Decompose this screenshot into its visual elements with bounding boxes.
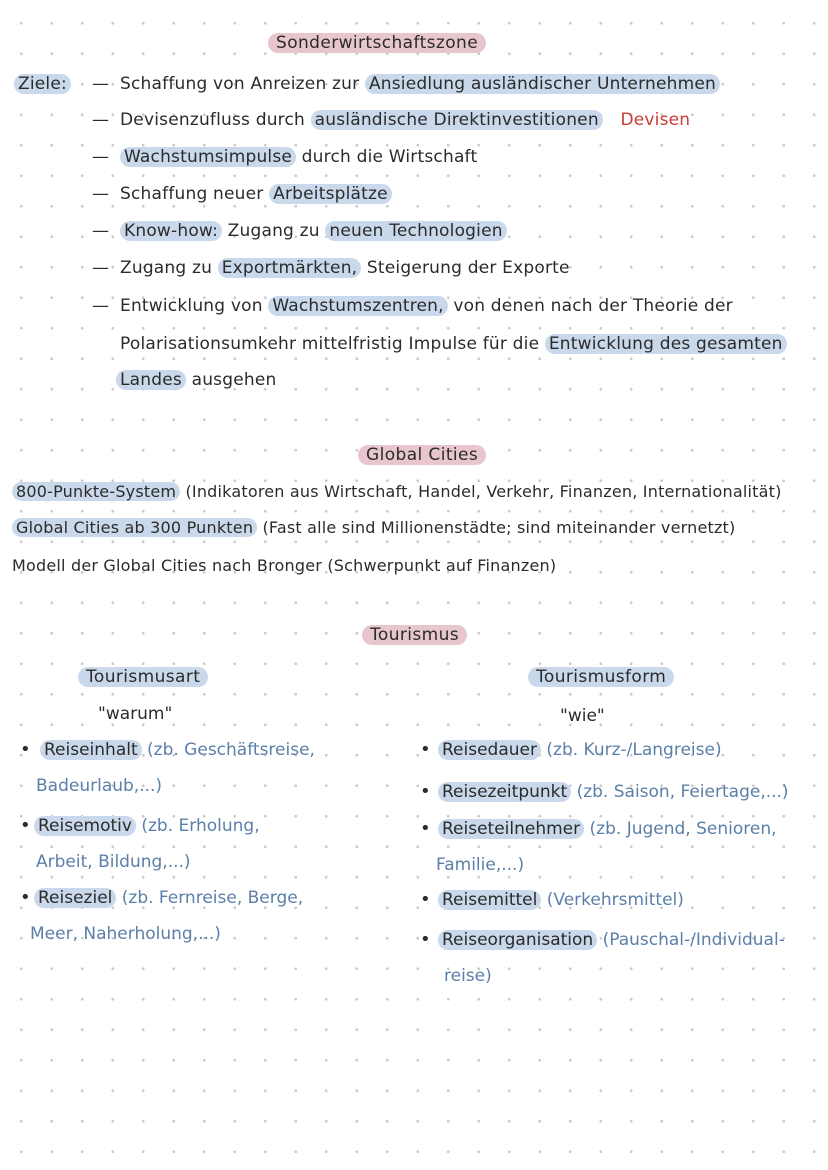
gc-line-3: Modell der Global Cities nach Bronger (Schwerpunkt auf Finanzen) — [12, 556, 557, 575]
bullet-icon: • — [20, 887, 31, 908]
bullet-icon: • — [420, 889, 431, 910]
tourism-title: Tourismus — [362, 622, 467, 648]
bullet-icon: • — [420, 818, 431, 839]
bullet-icon: • — [420, 781, 431, 802]
gc-line-2: Global Cities ab 300 Punkten (Fast alle sind Millionenstädte; sind miteinander vernetzt) — [12, 516, 735, 540]
gc-line-1: 800-Punkte-System (Indikatoren aus Wirtschaft, Handel, Verkehr, Finanzen, Internationalität) — [12, 480, 782, 504]
bullet-icon: • — [20, 739, 31, 760]
right-list-item: • Reisezeitpunkt (zb. Saison, Feiertage,...) — [420, 781, 789, 802]
left-list-item: • Reiseinhalt (zb. Geschäftsreise, Badeurlaub,...) — [20, 739, 315, 796]
tourismusart-subheading: "warum" — [98, 704, 173, 724]
dash-icon: — — [92, 147, 110, 167]
sez-item-6: — Zugang zu Exportmärkten, Steigerung der Exporte — [92, 258, 570, 278]
sez-item-4: — Schaffung neuer Arbeitsplätze — [92, 182, 392, 206]
ziele-label: Ziele: — [14, 72, 71, 96]
sez-item-7-line2: Polarisationsumkehr mittelfristig Impulse für die Entwicklung des gesamten — [120, 332, 787, 356]
sez-item-5: — Know-how: Zugang zu neuen Technologien — [92, 219, 507, 243]
left-list-item: • Reiseziel (zb. Fernreise, Berge, Meer, Naherholung,...) — [20, 887, 304, 944]
dash-icon: — — [92, 74, 110, 94]
sez-item-3: — Wachstumsimpulse durch die Wirtschaft — [92, 147, 478, 167]
left-list-item: • Reisemotiv (zb. Erholung, Arbeit, Bildung,...) — [20, 815, 260, 872]
right-list-item: • Reiseteilnehmer (zb. Jugend, Senioren, Familie,...) — [420, 818, 777, 875]
gc-title: Global Cities — [358, 442, 486, 468]
dash-icon: — — [92, 184, 110, 204]
dash-icon: — — [92, 221, 110, 241]
sez-item-7-line1: — Entwicklung von Wachstumszentren, von denen nach der Theorie der — [92, 296, 733, 316]
right-list-item: • Reiseorganisation (Pauschal-/Individual- reise) — [420, 929, 785, 986]
dash-icon: — — [92, 296, 110, 316]
sez-title: Sonderwirtschaftszone — [268, 30, 486, 56]
sez-item-7-line3: Landes ausgehen — [116, 368, 277, 392]
tourismusart-heading: Tourismusart — [78, 664, 208, 690]
bullet-icon: • — [420, 739, 431, 760]
tourismusform-subheading: "wie" — [560, 706, 605, 726]
bullet-icon: • — [420, 929, 431, 950]
right-list-item: • Reisedauer (zb. Kurz-/Langreise) — [420, 739, 722, 760]
dash-icon: — — [92, 258, 110, 278]
devisen-note: Devisen — [620, 110, 691, 130]
dash-icon: — — [92, 110, 110, 130]
right-list-item: • Reisemittel (Verkehrsmittel) — [420, 889, 684, 910]
sez-item-1: — Schaffung von Anreizen zur Ansiedlung ausländischer Unternehmen — [92, 72, 720, 96]
sez-item-2: — Devisenzufluss durch ausländische Direktinvestitionen Devisen — [92, 110, 691, 130]
bullet-icon: • — [20, 815, 31, 836]
tourismusform-heading: Tourismusform — [528, 664, 674, 690]
